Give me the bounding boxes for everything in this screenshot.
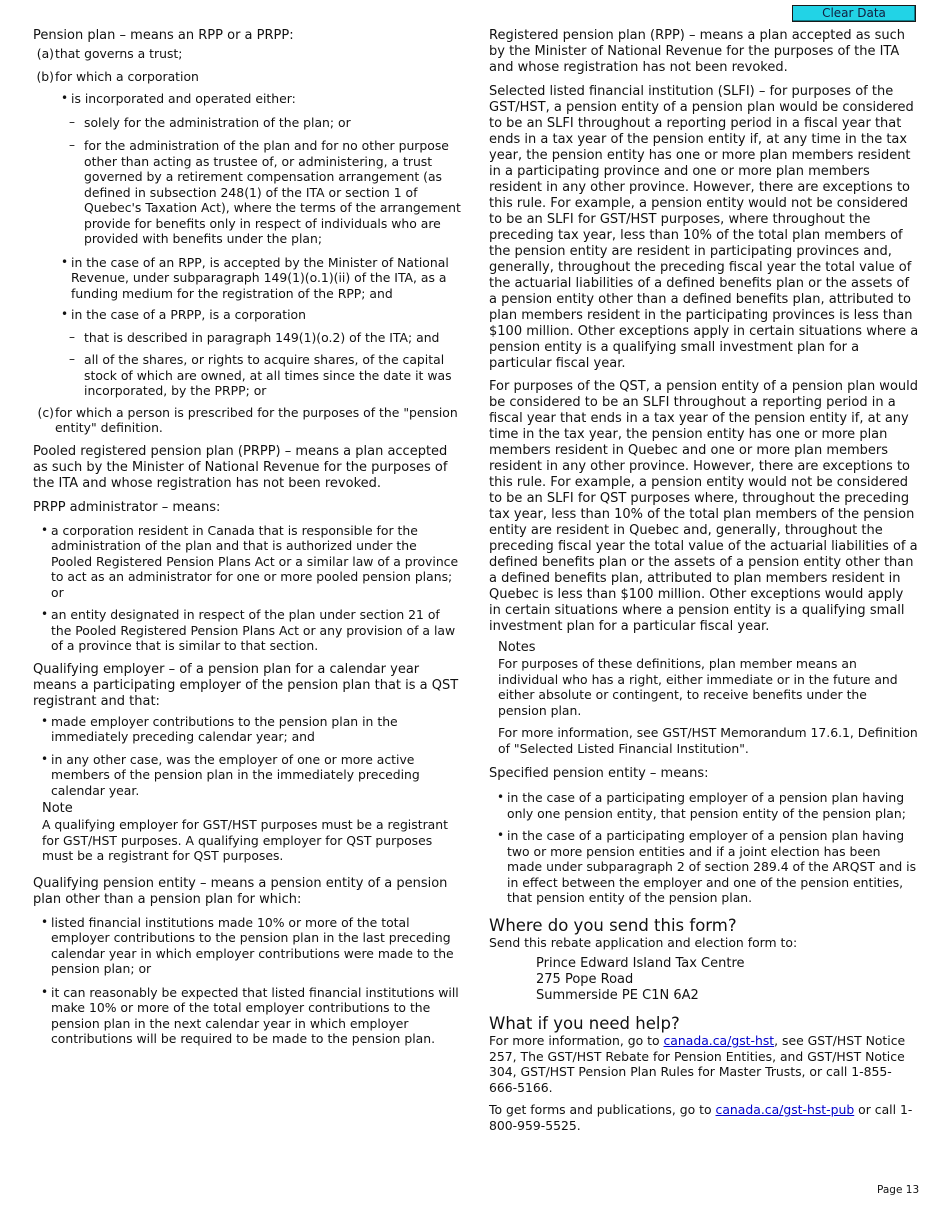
qualifying-entity-title: Qualifying pension entity – means a pension entity of a pension plan other than a pension plan for which: <box>33 875 448 907</box>
notes-text-2: For more information, see GST/HST Memorandum 17.6.1, Definition of "Selected Listed Financial Institution". <box>498 725 918 756</box>
list-item: – for the administration of the plan and for no other purpose other than acting as trustee of, or administering, a trust governed by a retirement compensation arrangement (as defined in subsection 248(1) of the ITA or section 1 of Quebec's Taxation Act), where the terms of the arrangement provide for benefits only in respect of individuals who are provided with benefits under the plan; <box>33 138 461 247</box>
list-item: • an entity designated in respect of the plan under section 21 of the Pooled Registered Pension Plans Act or any provision of a law of a province that is similar to that section. <box>33 607 461 654</box>
list-item: • a corporation resident in Canada that is responsible for the administration of the plan and that is authorized under the Pooled Registered Pension Plans Act or a similar law of a province to act as an administrator for one or more pooled pension plans; or <box>33 523 461 601</box>
list-item: • in any other case, was the employer of one or more active members of the pension plan in the immediately preceding calendar year. <box>33 752 461 799</box>
list-item: – all of the shares, or rights to acquire shares, of the capital stock of which are owned, at all times since the date it was incorporated, by the PRPP; or <box>33 352 461 399</box>
item-c-text: for which a person is prescribed for the purposes of the "pension entity" definition. <box>55 404 458 435</box>
clear-data-button[interactable]: Clear Data <box>792 5 916 22</box>
notes <box>489 640 919 756</box>
where-text: Send this rebate application and election form to: <box>489 934 798 950</box>
list-item: • in the case of a PRPP, is a corporation <box>33 307 461 323</box>
list-item: – that is described in paragraph 149(1)(o.2) of the ITA; and <box>33 330 461 346</box>
list-item: • in the case of a participating employer of a pension plan having only one pension entity, that pension entity of the pension plan; <box>489 790 919 821</box>
item-c <box>33 405 461 436</box>
item-a-text: that governs a trust; <box>55 46 183 61</box>
item-b-label: (b) <box>36 68 54 84</box>
item-b <box>33 69 461 85</box>
list-item: • listed financial institutions made 10% or more of the total employer contributions to the pension plan in the last preceding calendar year in which employer contributions were made to the pension plan; or <box>33 915 461 977</box>
list-item: • in the case of a participating employer of a pension plan having two or more pension entities and if a joint election has been made under subparagraph 2 of section 289.4 of the ARQST and is in effect between the employer and one of the pension entities, that pension entity of the pension plan. <box>489 828 919 906</box>
item-b-text: for which a corporation <box>55 68 199 84</box>
help-text-post: , see GST/HST Notice 257, The GST/HST Rebate for Pension Entities, and GST/HST Notice 304, GST/HST Pension Plan Rules for Master Trusts, or call 1-855-666-5166. <box>489 1033 906 1095</box>
right-column <box>489 28 919 1133</box>
address-block <box>489 956 919 1004</box>
item-c-label: (c) <box>37 404 54 420</box>
prpp-definition: Pooled registered pension plan (PRPP) – means a plan accepted as such by the Minister of National Revenue for the purposes of the ITA and whose registration has not been revoked. <box>33 443 448 491</box>
forms-text-post: or call 1-800-959-5525. <box>489 1102 913 1133</box>
forms-text-pre: To get forms and publications, go to <box>489 1102 716 1117</box>
list-item: • in the case of an RPP, is accepted by the Minister of National Revenue, under subparagraph 149(1)(o.1)(ii) of the ITA, as a funding medium for the registration of the RPP; and <box>33 255 461 302</box>
list-item: • is incorporated and operated either: <box>33 91 461 107</box>
note <box>33 801 461 864</box>
prpp-admin-title: PRPP administrator – means: <box>33 499 221 515</box>
note-text: A qualifying employer for GST/HST purposes must be a registrant for GST/HST purposes. A qualifying employer for QST purposes must be a registrant for QST purposes. <box>42 817 448 863</box>
qualifying-employer-title: Qualifying employer – of a pension plan for a calendar year means a participating employer of the pension plan that is a QST registrant and that: <box>33 661 459 709</box>
specified-entity-title: Specified pension entity – means: <box>489 766 709 781</box>
item-a <box>33 46 461 62</box>
list-item: – solely for the administration of the plan; or <box>33 115 461 131</box>
left-column <box>33 28 461 1047</box>
pension-plan-definition: Pension plan – means an RPP or a PRPP: <box>33 28 294 43</box>
help-paragraph-1 <box>489 1033 919 1095</box>
slfi-definition: Selected listed financial institution (SLFI) – for purposes of the GST/HST, a pension entity of a pension plan would be considered to be an SLFI throughout a reporting period in a fiscal year that ends in a tax year of the pension entity if, at any time in the tax year, the pension entity has one or more plan members resident in a participating province and one or more plan members resident in any other province. However, there are exceptions to this rule. For example, a pension entity would not be considered to be an SLFI for GST/HST purposes, where throughout the preceding tax year, less than 10% of the total plan members of the pension entity are resident in participating provinces and, generally, throughout the preceding fiscal year the total value of the actuarial liabilities of a defined benefits plan or the assets of a pension entity other than a defined benefits plan, attributed to plan members resident in the participating provinces is less than $100 million. Other exceptions apply in certain situations where a pension entity is a qualifying small investment plan for a particular fiscal year. <box>489 84 919 371</box>
address-line-1: Prince Edward Island Tax Centre <box>536 956 745 971</box>
help-heading: What if you need help? <box>489 1014 680 1033</box>
help-text-pre: For more information, go to <box>489 1033 664 1048</box>
note-title: Note <box>42 801 73 816</box>
notes-text-1: For purposes of these definitions, plan member means an individual who has a right, either immediate or in the future and either absolute or contingent, to receive benefits under the pension plan. <box>498 656 898 718</box>
help-paragraph-2 <box>489 1102 919 1133</box>
rpp-definition: Registered pension plan (RPP) – means a plan accepted as such by the Minister of National Revenue for the purposes of the ITA and whose registration has not been revoked. <box>489 28 905 75</box>
list-item: • it can reasonably be expected that listed financial institutions will make 10% or more of the total employer contributions to the pension plan in the next calendar year in which employer contributions will be required to be made to the pension plan. <box>33 985 461 1047</box>
notes-title: Notes <box>498 640 536 655</box>
where-heading: Where do you send this form? <box>489 915 737 935</box>
address-line-2: 275 Pope Road <box>536 972 634 987</box>
page-number: Page 13 <box>877 1184 920 1196</box>
slfi-qst-paragraph: For purposes of the QST, a pension entity of a pension plan would be considered to be an SLFI throughout a reporting period in a fiscal year that ends in a tax year of the pension entity if, at any time in the tax year, the pension entity has one or more plan members resident in Quebec and one or more plan members resident in any other province. However, there are exceptions to this rule. For example, a pension entity would not be considered to be an SLFI for QST purposes where, throughout the preceding tax year, less than 10% of the total plan members of the pension entity are resident in Quebec and, generally, throughout the preceding fiscal year the total value of the actuarial liabilities of a defined benefits plan or the assets of a pension entity other than a defined benefits plan, attributed to plan members resident in Quebec is less than $100 million. Other exceptions would apply in certain situations where a pension entity is a qualifying small investment plan for a particular fiscal year. <box>489 379 918 634</box>
gst-hst-pub-link[interactable]: canada.ca/gst-hst-pub <box>715 1102 855 1117</box>
address-line-3: Summerside PE C1N 6A2 <box>536 988 699 1003</box>
gst-hst-link[interactable]: canada.ca/gst-hst <box>663 1033 775 1048</box>
item-a-label: (a) <box>36 46 54 61</box>
list-item: • made employer contributions to the pension plan in the immediately preceding calendar year; and <box>33 714 461 745</box>
